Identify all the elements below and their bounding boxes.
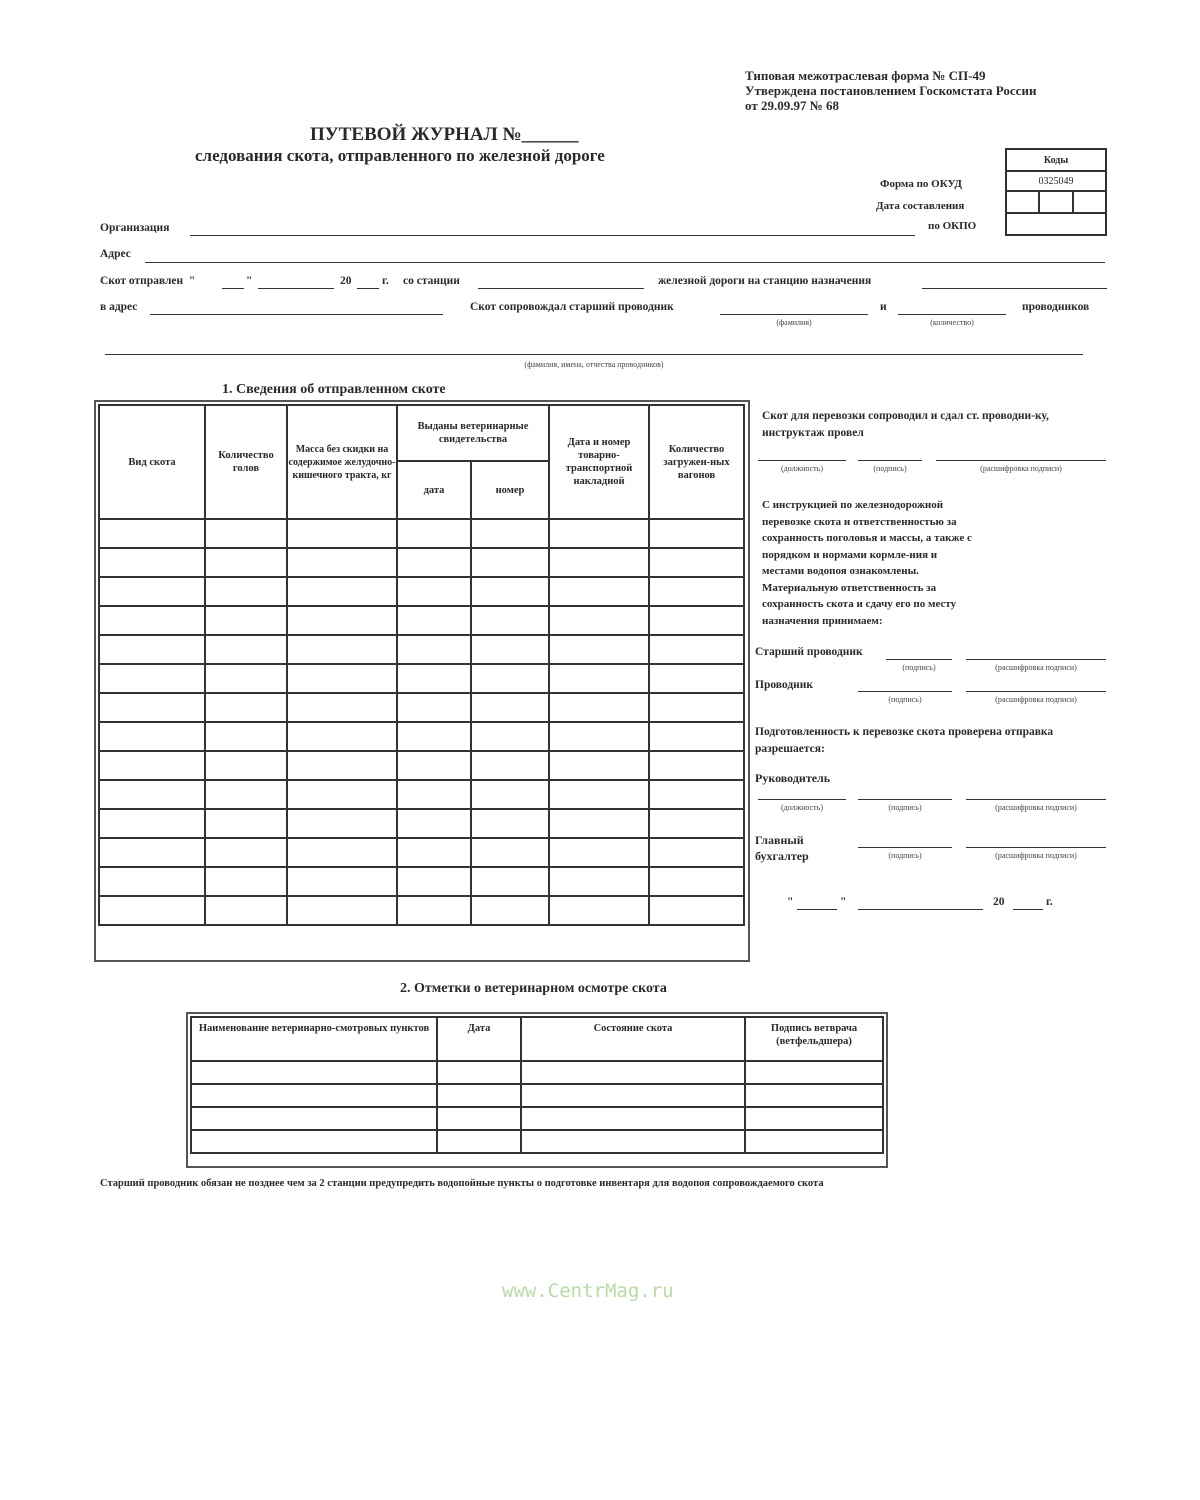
- senior-conductor-label: Старший проводник: [755, 646, 863, 658]
- accountant-label: [755, 832, 809, 864]
- table-row: [99, 635, 744, 664]
- sent-month-field[interactable]: [258, 288, 334, 289]
- table-cell[interactable]: [287, 896, 397, 925]
- table-row: [99, 838, 744, 867]
- table-cell[interactable]: [205, 548, 287, 577]
- form-approval-block: [745, 68, 1036, 113]
- table-row: [99, 577, 744, 606]
- table-cell[interactable]: [649, 519, 744, 548]
- table-cell[interactable]: [99, 664, 205, 693]
- table-cell[interactable]: [397, 867, 471, 896]
- table-cell[interactable]: [287, 867, 397, 896]
- table-cell[interactable]: [287, 838, 397, 867]
- senior-signature-caption: (подпись): [902, 663, 936, 672]
- table-cell[interactable]: [397, 751, 471, 780]
- conductor-signature-field[interactable]: [858, 691, 952, 692]
- table-cell[interactable]: [437, 1061, 521, 1084]
- table-row: [99, 896, 744, 925]
- table-cell[interactable]: [549, 693, 649, 722]
- table-cell[interactable]: [471, 809, 549, 838]
- table-cell[interactable]: [549, 751, 649, 780]
- table-cell[interactable]: [649, 780, 744, 809]
- head-label: Руководитель: [755, 771, 831, 785]
- to-address-label: в адрес: [100, 301, 138, 313]
- table-cell[interactable]: [549, 577, 649, 606]
- table-cell[interactable]: [99, 577, 205, 606]
- accountant-label-2: бухгалтер: [755, 849, 809, 863]
- table-cell[interactable]: [549, 809, 649, 838]
- table-cell[interactable]: [99, 867, 205, 896]
- organization-field[interactable]: [190, 235, 915, 236]
- table-cell[interactable]: [205, 722, 287, 751]
- head-signature-caption: (подпись): [888, 803, 922, 812]
- head-decode-field[interactable]: [966, 799, 1106, 800]
- table-cell[interactable]: [437, 1130, 521, 1153]
- table-cell[interactable]: [471, 722, 549, 751]
- table-cell[interactable]: [397, 664, 471, 693]
- table-cell[interactable]: [397, 577, 471, 606]
- conductors-fio-field[interactable]: [105, 354, 1083, 355]
- date-year-cell[interactable]: [1073, 191, 1106, 213]
- table-cell[interactable]: [191, 1130, 437, 1153]
- table-cell[interactable]: [205, 809, 287, 838]
- table-cell[interactable]: [99, 693, 205, 722]
- col-waybill: Дата и номер товарно-транспортной накладной: [549, 405, 649, 519]
- col-heads: Количество голов: [205, 405, 287, 519]
- senior-decode-field[interactable]: [966, 659, 1106, 660]
- table-cell[interactable]: [205, 693, 287, 722]
- codes-table: [1005, 148, 1107, 236]
- senior-decode-caption: (расшифровка подписи): [995, 663, 1077, 672]
- table-cell[interactable]: [287, 780, 397, 809]
- head-position-field[interactable]: [758, 799, 846, 800]
- table-cell[interactable]: [287, 519, 397, 548]
- table-row: [99, 548, 744, 577]
- table-cell[interactable]: [205, 519, 287, 548]
- table-cell[interactable]: [191, 1061, 437, 1084]
- okud-code[interactable]: 0325049: [1006, 171, 1106, 191]
- table-cell[interactable]: [397, 693, 471, 722]
- sign-year-field[interactable]: [1013, 909, 1043, 910]
- senior-signature-field[interactable]: [886, 659, 952, 660]
- accountant-signature-caption: (подпись): [888, 851, 922, 860]
- handover-text: Скот для перевозки сопроводил и сдал ст. проводни-ку, инструктаж провел: [762, 410, 1049, 439]
- okpo-code[interactable]: [1006, 213, 1106, 235]
- date-open-quote: ": [787, 896, 794, 908]
- table-cell[interactable]: [397, 896, 471, 925]
- vet-inspection-table: [190, 1016, 884, 1154]
- table-cell[interactable]: [205, 577, 287, 606]
- table-cell[interactable]: [649, 606, 744, 635]
- table-cell[interactable]: [287, 809, 397, 838]
- table-cell[interactable]: [205, 838, 287, 867]
- head-position-caption: (должность): [781, 803, 823, 812]
- table-cell[interactable]: [437, 1084, 521, 1107]
- conductor-signature-caption: (подпись): [888, 695, 922, 704]
- table-cell[interactable]: [205, 606, 287, 635]
- railway-to-label: железной дороги на станцию назначения: [658, 275, 872, 287]
- table-cell[interactable]: [745, 1061, 883, 1084]
- watermark: www.CentrMag.ru: [502, 1280, 674, 1302]
- footer-note: Старший проводник обязан не позднее чем за 2 станции предупредить водопойные пункты о подготовке инвентаря для водопоя сопровождаемого скота: [100, 1178, 824, 1189]
- conductor-label: Проводник: [755, 679, 814, 691]
- table-cell[interactable]: [205, 751, 287, 780]
- sent-year-suffix: г.: [382, 275, 389, 287]
- organization-label: Организация: [100, 222, 170, 234]
- table-cell[interactable]: [745, 1130, 883, 1153]
- count-caption: (количество): [930, 318, 974, 327]
- col-vet: Выданы ветеринарные свидетельства: [397, 405, 549, 461]
- table-cell[interactable]: [549, 664, 649, 693]
- table-cell[interactable]: [287, 722, 397, 751]
- table-cell[interactable]: [287, 664, 397, 693]
- table-row: [99, 606, 744, 635]
- okud-label: Форма по ОКУД: [880, 178, 962, 190]
- destination-station-field[interactable]: [922, 288, 1107, 289]
- accountant-decode-field[interactable]: [966, 847, 1106, 848]
- accountant-signature-field[interactable]: [858, 847, 952, 848]
- table-cell[interactable]: [549, 635, 649, 664]
- col-mass: Масса без скидки на содержимое желудочно-кишечного тракта, кг: [287, 405, 397, 519]
- table-cell[interactable]: [471, 838, 549, 867]
- accountant-label-1: Главный: [755, 833, 804, 847]
- table-cell[interactable]: [205, 896, 287, 925]
- table-cell[interactable]: [649, 693, 744, 722]
- table-cell[interactable]: [287, 635, 397, 664]
- table-cell[interactable]: [99, 809, 205, 838]
- table-cell[interactable]: [471, 693, 549, 722]
- table-row: [99, 693, 744, 722]
- table-cell[interactable]: [549, 606, 649, 635]
- table-cell[interactable]: [397, 635, 471, 664]
- head-decode-caption: (расшифровка подписи): [995, 803, 1077, 812]
- sign-month-field[interactable]: [858, 909, 983, 910]
- table-cell[interactable]: [649, 838, 744, 867]
- table-cell[interactable]: [397, 606, 471, 635]
- handover-decode-field[interactable]: [936, 460, 1106, 461]
- accompanied-label: Скот сопровождал старший проводник: [470, 301, 674, 313]
- table-cell[interactable]: [397, 809, 471, 838]
- table-cell[interactable]: [521, 1107, 745, 1130]
- form-line-3: от 29.09.97 № 68: [745, 98, 840, 113]
- table-cell[interactable]: [397, 519, 471, 548]
- table-cell[interactable]: [549, 867, 649, 896]
- table-cell[interactable]: [287, 693, 397, 722]
- address-label: Адрес: [100, 248, 131, 260]
- okpo-label: по ОКПО: [928, 220, 977, 232]
- col-vet-number: номер: [471, 461, 549, 519]
- table-cell[interactable]: [471, 751, 549, 780]
- table-cell[interactable]: [549, 838, 649, 867]
- instruction-text: С инструкцией по железнодорожной перевозке скота и ответственностью за сохранность поголовья и массы, а также с порядком и нормами кормле-ния и местами водопоя ознакомлены. Материальную ответственность за сохранность скота и сдачу его по месту назначения принимаем:: [762, 499, 972, 627]
- col-livestock-state: Состояние скота: [521, 1017, 745, 1061]
- table-cell[interactable]: [649, 664, 744, 693]
- table-cell[interactable]: [471, 606, 549, 635]
- table-cell[interactable]: [649, 809, 744, 838]
- table-row: [99, 780, 744, 809]
- table-cell[interactable]: [287, 548, 397, 577]
- table-cell[interactable]: [745, 1084, 883, 1107]
- table-cell[interactable]: [99, 780, 205, 809]
- table-cell[interactable]: [549, 519, 649, 548]
- col-kind: Вид скота: [99, 405, 205, 519]
- sign-year-prefix: 20: [993, 896, 1005, 908]
- table-row: [99, 751, 744, 780]
- col-vet-points: Наименование ветеринарно-смотровых пунктов: [191, 1017, 437, 1061]
- table-cell[interactable]: [471, 780, 549, 809]
- sent-year-field[interactable]: [357, 288, 379, 289]
- table-cell[interactable]: [649, 722, 744, 751]
- table-cell[interactable]: [649, 548, 744, 577]
- table-row: [191, 1061, 883, 1084]
- from-station-field[interactable]: [478, 288, 644, 289]
- page-title: ПУТЕВОЙ ЖУРНАЛ №______: [310, 124, 579, 145]
- conductor-decode-field[interactable]: [966, 691, 1106, 692]
- table-row: [99, 867, 744, 896]
- table-cell[interactable]: [191, 1084, 437, 1107]
- conductor-decode-caption: (расшифровка подписи): [995, 695, 1077, 704]
- table-cell[interactable]: [521, 1130, 745, 1153]
- table-cell[interactable]: [549, 722, 649, 751]
- table-cell[interactable]: [471, 664, 549, 693]
- readiness-text: Подготовленность к перевозке скота проверена отправка разрешается:: [755, 726, 1054, 755]
- accountant-decode-caption: (расшифровка подписи): [995, 851, 1077, 860]
- table-row: [99, 809, 744, 838]
- from-station-label: со станции: [403, 275, 460, 287]
- table-row: [191, 1084, 883, 1107]
- table-cell[interactable]: [99, 838, 205, 867]
- table-cell[interactable]: [99, 606, 205, 635]
- date-label: Дата составления: [876, 200, 965, 212]
- table-cell[interactable]: [471, 896, 549, 925]
- table-cell[interactable]: [99, 896, 205, 925]
- table-cell[interactable]: [191, 1107, 437, 1130]
- table-cell[interactable]: [649, 635, 744, 664]
- table-cell[interactable]: [397, 780, 471, 809]
- table-cell[interactable]: [471, 577, 549, 606]
- sent-label: Скот отправлен ": [100, 275, 196, 287]
- table-row: [191, 1130, 883, 1153]
- table-cell[interactable]: [521, 1061, 745, 1084]
- livestock-table: [98, 404, 745, 926]
- table-row: [191, 1107, 883, 1130]
- senior-conductor-field[interactable]: [720, 314, 868, 315]
- table-cell[interactable]: [99, 635, 205, 664]
- col-vet-signature: Подпись ветврача (ветфельдшера): [745, 1017, 883, 1061]
- page-subtitle: следования скота, отправленного по железной дороге: [195, 146, 605, 165]
- and-label: и: [880, 301, 887, 313]
- table-cell[interactable]: [99, 751, 205, 780]
- table-cell[interactable]: [471, 519, 549, 548]
- sign-year-suffix: г.: [1046, 896, 1053, 908]
- table-cell[interactable]: [549, 548, 649, 577]
- form-line-1: Типовая межотраслевая форма № СП-49: [745, 68, 986, 83]
- table-cell[interactable]: [287, 606, 397, 635]
- form-line-2: Утверждена постановлением Госкомстата России: [745, 83, 1037, 98]
- col-vet-date: дата: [397, 461, 471, 519]
- codes-header: Коды: [1006, 149, 1106, 171]
- date-month-cell[interactable]: [1039, 191, 1072, 213]
- table-cell[interactable]: [205, 780, 287, 809]
- to-address-field[interactable]: [150, 314, 443, 315]
- table-cell[interactable]: [99, 519, 205, 548]
- sent-quote-close: ": [246, 275, 253, 287]
- table-cell[interactable]: [287, 751, 397, 780]
- table-row: [99, 664, 744, 693]
- date-close-quote: ": [840, 896, 847, 908]
- handover-signature-caption: (подпись): [873, 464, 907, 473]
- table-cell[interactable]: [549, 896, 649, 925]
- table-cell[interactable]: [397, 548, 471, 577]
- conductors-count-field[interactable]: [898, 314, 1006, 315]
- section2-title: 2. Отметки о ветеринарном осмотре скота: [400, 981, 667, 996]
- handover-position-caption: (должность): [781, 464, 823, 473]
- table-cell[interactable]: [649, 896, 744, 925]
- surname-caption: (фамилия): [776, 318, 812, 327]
- table-row: [99, 519, 744, 548]
- table-cell[interactable]: [649, 751, 744, 780]
- table-cell[interactable]: [437, 1107, 521, 1130]
- table-cell[interactable]: [287, 577, 397, 606]
- fio-caption: (фамилия, имена, отчества проводников): [524, 360, 664, 369]
- table-cell[interactable]: [471, 548, 549, 577]
- head-signature-field[interactable]: [858, 799, 952, 800]
- handover-decode-caption: (расшифровка подписи): [980, 464, 1062, 473]
- sent-year-prefix: 20: [340, 275, 352, 287]
- handover-position-field[interactable]: [758, 460, 846, 461]
- table-cell[interactable]: [205, 664, 287, 693]
- table-cell[interactable]: [649, 867, 744, 896]
- table-cell[interactable]: [397, 722, 471, 751]
- table-cell[interactable]: [649, 577, 744, 606]
- handover-signature-field[interactable]: [858, 460, 922, 461]
- table-cell[interactable]: [397, 838, 471, 867]
- sign-day-field[interactable]: [797, 909, 837, 910]
- table-cell[interactable]: [99, 722, 205, 751]
- date-day-cell[interactable]: [1006, 191, 1039, 213]
- sent-day-field[interactable]: [222, 288, 244, 289]
- address-field[interactable]: [145, 262, 1105, 263]
- table-cell[interactable]: [205, 635, 287, 664]
- table-cell[interactable]: [471, 867, 549, 896]
- section1-title: 1. Сведения об отправленном скоте: [222, 382, 446, 397]
- table-row: [99, 722, 744, 751]
- table-cell[interactable]: [99, 548, 205, 577]
- table-cell[interactable]: [205, 867, 287, 896]
- table-cell[interactable]: [521, 1084, 745, 1107]
- col-wagons: Количество загружен-ных вагонов: [649, 405, 744, 519]
- conductors-label: проводников: [1022, 301, 1090, 313]
- table-cell[interactable]: [745, 1107, 883, 1130]
- table-cell[interactable]: [471, 635, 549, 664]
- table-cell[interactable]: [549, 780, 649, 809]
- col-inspection-date: Дата: [437, 1017, 521, 1061]
